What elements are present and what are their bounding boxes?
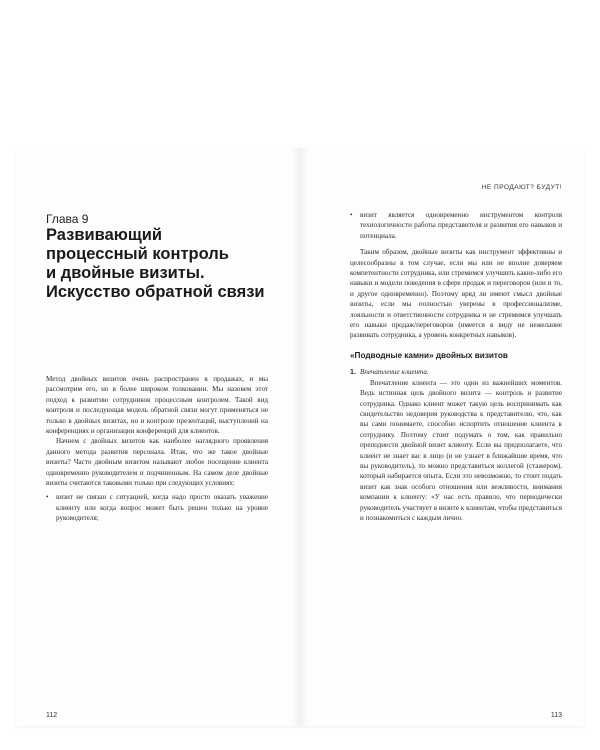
chapter-title-line: процессный контроль: [46, 245, 229, 263]
bullet-text: визит является одновременно инструментом контроля технологичности работы представителя и развития его навыков и потенциала.: [360, 211, 562, 240]
item-title: Впечатление клиента.: [360, 368, 429, 377]
chapter-title-line: и двойные визиты.: [46, 264, 205, 282]
body-paragraph: Начнем с двойных визитов как наиболее наглядного проявления данного метода развития персонала. Итак, что же такое двойные визиты? Часто двойным визитом называют любое посещение клиента одновременно руководителем и подчиненным. На самом деле двойные визиты считаются таковыми только при следующих условиях:: [46, 437, 268, 488]
body-paragraph: Таким образом, двойные визиты как инструмент эффективны и целесообразны в том случае, если мы или не вполне доверяем компетентности сотрудника, или стремимся улучшить какие-либо его навыки и модели поведения в сфере продаж и переговоров (или и то, и другое одновременно). Поэтому вряд ли имеют смысл двойные визиты, если мы полностью уверены в профессионализме, лояльности и ответственности сотрудника и не стремимся улучшать его навыки продаж/переговоров (имеется в виду не нежелание развивать сотрудника, а уровень конкретных навыков).: [350, 248, 562, 340]
bullet-marker: •: [350, 211, 353, 219]
section-heading: «Подводные камни» двойных визитов: [350, 350, 508, 360]
left-body-text: [46, 374, 268, 524]
page-number-left: 112: [46, 712, 58, 719]
chapter-title-line: Искусство обратной связи: [46, 283, 265, 301]
right-body-text: [350, 210, 562, 523]
item-paragraph: Впечатление клиента — это один из важнейших моментов. Ведь истинная цель двойного визита — контроль и развитие сотрудника. Однако клиент может такую цель воспринимать как свидетельство недоверия руководства к представителю, что, как вы сами понимаете, способно испортить отношение клиента к сотруднику. Поэтому стоит подумать о том, как правильно преподнести двойной визит клиенту. Если вы предполагаете, что клиент не знает вас в лицо (и не узнает в ближайшие время, что вы руководитель), то можно представиться коллегой (стажером), который набирается опыта. Если это невозможно, то стоит подать визит как знак особого отношения или вежливости, внимания компании к клиенту: «У нас есть правило, что периодически руководитель участвует в визите к клиентам, чтобы представиться и познакомиться с каждым лично.: [360, 378, 562, 522]
bullet-item: [46, 492, 268, 523]
left-page: [16, 148, 300, 726]
page-number-right: 113: [550, 712, 562, 719]
chapter-title-line: Развивающий: [46, 226, 163, 244]
chapter-title: [46, 226, 286, 302]
chapter-label: Глава 9: [46, 212, 89, 226]
bullet-item: [350, 210, 562, 241]
running-head: НЕ ПРОДАЮТ? БУДУТ!: [481, 184, 562, 191]
item-number: 1.: [350, 368, 356, 377]
right-page: [300, 148, 584, 726]
bullet-marker: •: [46, 493, 49, 502]
bullet-text: визит не связан с ситуацией, когда надо просто оказать уважение клиенту или когда вопрос может быть решен только на уровне руководителя;: [56, 493, 268, 523]
numbered-item: [350, 367, 562, 523]
body-paragraph: Метод двойных визитов очень распространен в продажах, и мы рассмотрим его, но в более широком толковании. Мы назовем этот подход к развитию сотрудников процессным контролем. Такой вид контроля и последующая модель обратной связи могут применяться не только в двойных визитах, но и контроле презентаций, выступлений на конференциях и организации конференций для клиентов.: [46, 375, 268, 436]
book-spread: [16, 148, 584, 726]
